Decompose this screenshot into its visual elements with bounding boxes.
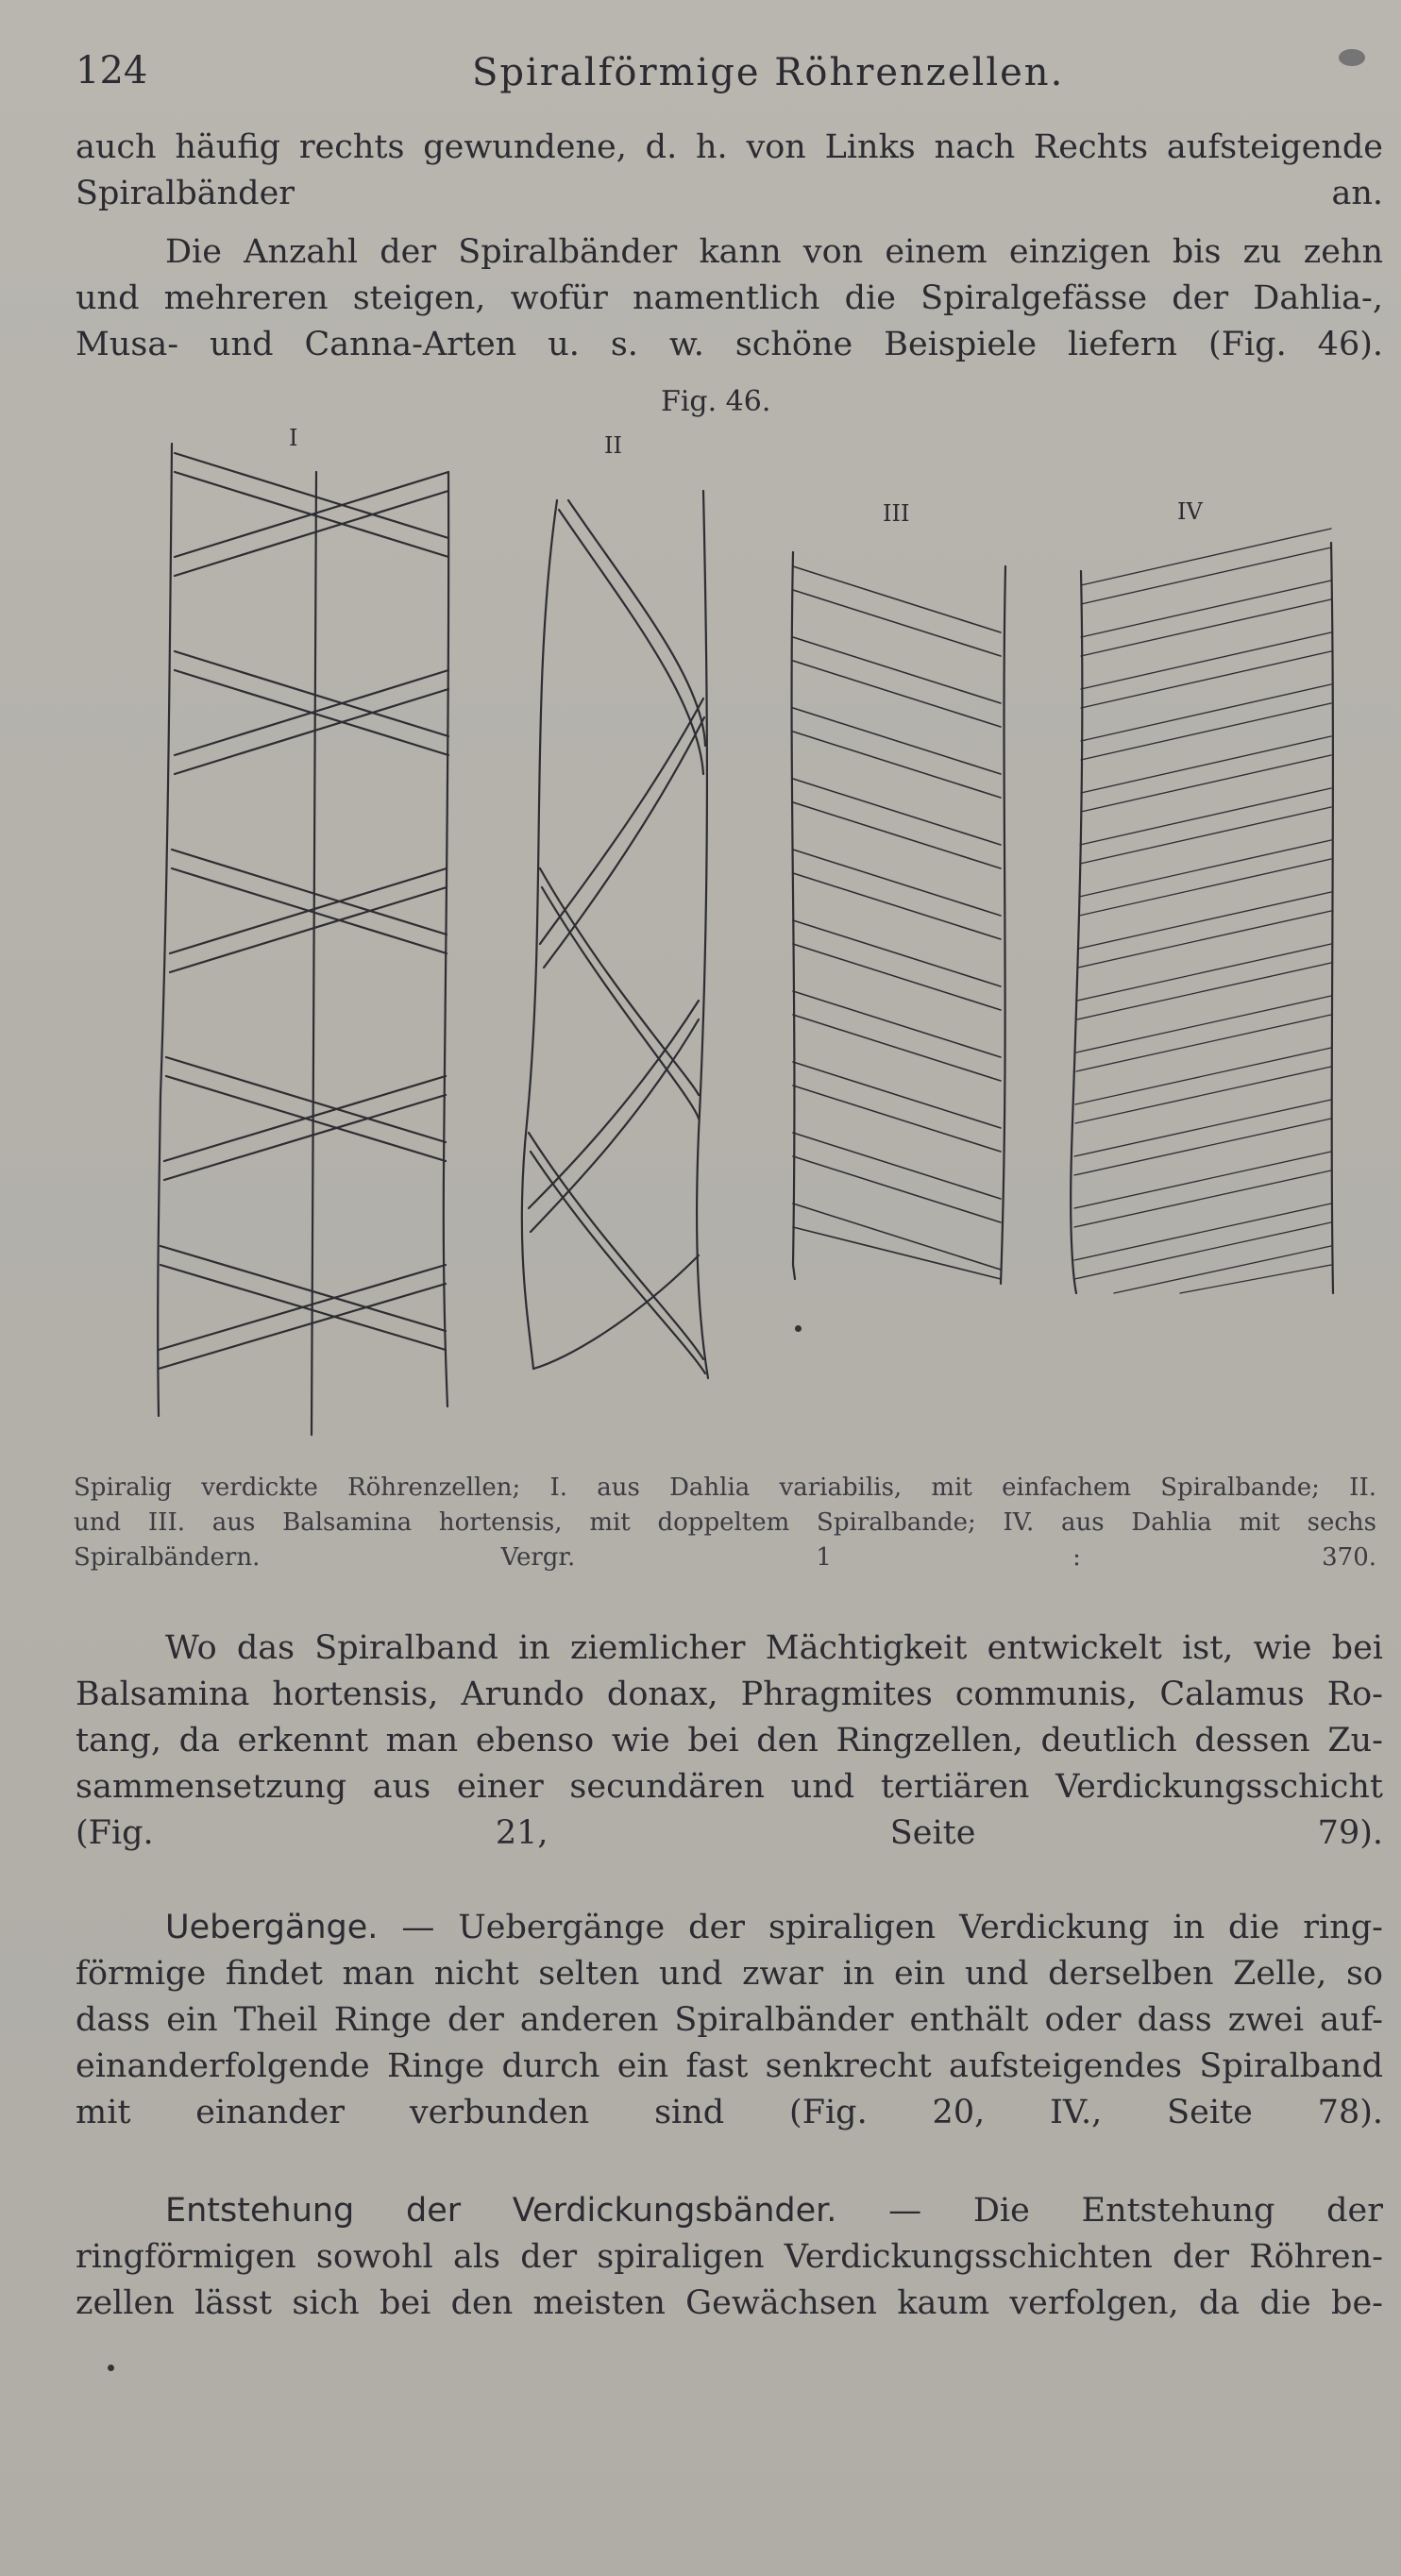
panel-label-ii: II xyxy=(604,432,622,459)
heading-continuation: — Die Entstehung der xyxy=(888,2192,1383,2230)
text-line: auch häufig rechts gewundene, d. h. von Links nach Rechts aufsteigende xyxy=(76,128,1383,166)
text-line xyxy=(76,2188,1383,2234)
text-line: dass ein Theil Ringe der anderen Spiralbänder enthält oder dass zwei auf- xyxy=(76,2001,1383,2039)
spiral-cells-figure xyxy=(132,415,1350,1463)
entstehung-paragraph xyxy=(76,2188,1383,2327)
text-line: Musa- und Canna-Arten u. s. w. schöne Beispiele liefern (Fig. 46). xyxy=(76,326,1383,363)
text-line xyxy=(76,1905,1383,1951)
text-line: förmige findet man nicht selten und zwar in ein und derselben Zelle, so xyxy=(76,1955,1383,1993)
figure-label: Fig. 46. xyxy=(661,385,771,418)
panel-iv-bands xyxy=(1074,529,1331,1293)
section-heading: Entstehung der Verdickungsbänder. xyxy=(165,2192,837,2230)
panel-label-iii: III xyxy=(883,500,910,527)
panel-label-i: I xyxy=(289,425,298,451)
running-title: Spiralförmige Röhrenzellen. xyxy=(472,51,1065,94)
text-line: tang, da erkennt man ebenso wie bei den Ringzellen, deutlich dessen Zu- xyxy=(76,1722,1383,1759)
text-line: zellen lässt sich bei den meisten Gewächsen kaum verfolgen, da die be- xyxy=(76,2284,1383,2322)
spiralband-paragraph xyxy=(76,1625,1383,1857)
panel-ii-drawing xyxy=(522,491,708,1378)
section-heading: Uebergänge. xyxy=(165,1909,379,1946)
panel-iii-bands xyxy=(793,566,1001,1279)
page-number: 124 xyxy=(76,49,148,93)
panel-i-drawing xyxy=(158,444,448,1435)
text-line: Balsamina hortensis, Arundo donax, Phragmites communis, Calamus Ro- xyxy=(76,1675,1383,1713)
text-line: und mehreren steigen, wofür namentlich die Spiralgefässe der Dahlia-, xyxy=(76,279,1383,317)
count-paragraph xyxy=(76,229,1383,368)
text-line: Spiralbänder an. xyxy=(76,175,1383,212)
intro-paragraph xyxy=(76,125,1383,217)
running-head xyxy=(76,49,1341,106)
ink-spot xyxy=(1339,49,1365,66)
print-speck xyxy=(795,1325,802,1332)
text-line: Die Anzahl der Spiralbänder kann von einem einzigen bis zu zehn xyxy=(165,233,1383,271)
text-line: einanderfolgende Ringe durch ein fast senkrecht aufsteigendes Spiralband xyxy=(76,2047,1383,2085)
panel-label-iv: IV xyxy=(1177,498,1203,525)
caption-line: Spiralig verdickte Röhrenzellen; I. aus Dahlia variabilis, mit einfachem Spiralbande; II. xyxy=(74,1473,1376,1502)
text-line: mit einander verbunden sind (Fig. 20, IV., Seite 78). xyxy=(76,2094,1383,2131)
text-line: (Fig. 21, Seite 79). xyxy=(76,1814,1383,1852)
text-line: ringförmigen sowohl als der spiraligen Verdickungsschichten der Röhren- xyxy=(76,2238,1383,2276)
caption-line: und III. aus Balsamina hortensis, mit doppeltem Spiralbande; IV. aus Dahlia mit sechs xyxy=(74,1508,1376,1537)
print-speck xyxy=(108,2365,114,2371)
text-line: Wo das Spiralband in ziemlicher Mächtigkeit entwickelt ist, wie bei xyxy=(165,1629,1383,1667)
figure-caption xyxy=(74,1471,1376,1575)
panel-iii-drawing xyxy=(792,552,1005,1284)
caption-line: Spiralbändern. Vergr. 1 : 370. xyxy=(74,1543,1376,1572)
text-line: sammensetzung aus einer secundären und tertiären Verdickungsschicht xyxy=(76,1768,1383,1806)
uebergaenge-paragraph xyxy=(76,1905,1383,2136)
heading-continuation: — Uebergänge der spiraligen Verdickung in die ring- xyxy=(401,1909,1383,1946)
